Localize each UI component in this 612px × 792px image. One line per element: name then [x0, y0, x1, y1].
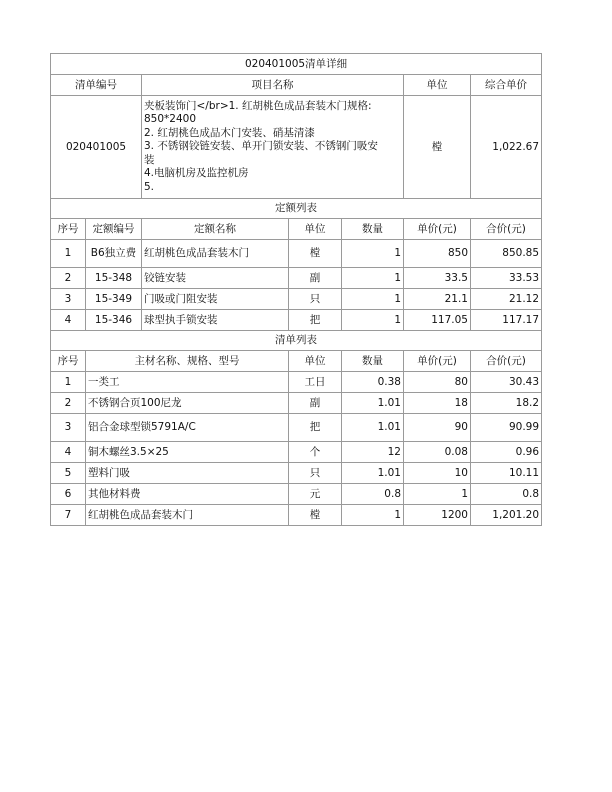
- cell-name: 一类工: [86, 372, 289, 393]
- cell-unit: 把: [289, 414, 342, 442]
- cell-name: 红胡桃色成品套装木门: [86, 505, 289, 526]
- material-header-name: 主材名称、规格、型号: [86, 351, 289, 372]
- cell-name: 铝合金球型锁5791A/C: [86, 414, 289, 442]
- header-item-name: 项目名称: [142, 75, 404, 96]
- cell-total: 0.8: [471, 484, 542, 505]
- material-header-unit: 单位: [289, 351, 342, 372]
- quota-header-price: 单价(元): [404, 219, 471, 240]
- cell-qty: 1.01: [342, 393, 404, 414]
- cell-name: 铜木螺丝3.5×25: [86, 442, 289, 463]
- cell-name: 门吸或门阻安装: [142, 289, 289, 310]
- material-header-no: 序号: [51, 351, 86, 372]
- description-line: 4.电脑机房及监控机房: [144, 167, 249, 180]
- table-row: [51, 268, 542, 289]
- cell-no: 3: [51, 289, 86, 310]
- bill-code-value: 020401005: [51, 96, 142, 199]
- quota-header-name: 定额名称: [142, 219, 289, 240]
- cell-no: 1: [51, 240, 86, 268]
- cell-price: 10: [404, 463, 471, 484]
- header-bill-code: 清单编号: [51, 75, 142, 96]
- quota-header-unit: 单位: [289, 219, 342, 240]
- cell-unit: 只: [289, 463, 342, 484]
- cell-total: 21.12: [471, 289, 542, 310]
- item-description: [142, 96, 404, 199]
- cell-no: 2: [51, 393, 86, 414]
- cell-unit: 把: [289, 310, 342, 331]
- description-line: 2. 红胡桃色成品木门安装、硝基清漆: [144, 126, 315, 139]
- table-row: [51, 372, 542, 393]
- cell-no: 3: [51, 414, 86, 442]
- cell-price: 1: [404, 484, 471, 505]
- cell-no: 7: [51, 505, 86, 526]
- cell-no: 1: [51, 372, 86, 393]
- cell-unit: 副: [289, 268, 342, 289]
- cell-total: 850.85: [471, 240, 542, 268]
- cell-total: 90.99: [471, 414, 542, 442]
- cell-price: 21.1: [404, 289, 471, 310]
- table-row: [51, 310, 542, 331]
- material-header-price: 单价(元): [404, 351, 471, 372]
- cell-qty: 1: [342, 289, 404, 310]
- cell-unit: 只: [289, 289, 342, 310]
- table-row: [51, 414, 542, 442]
- description-line: 3. 不锈钢铰链安装、单开门锁安装、不锈钢门吸安: [144, 140, 378, 153]
- cell-unit: 个: [289, 442, 342, 463]
- header-unit: 单位: [404, 75, 471, 96]
- cell-unit: 樘: [289, 240, 342, 268]
- cell-name: 塑料门吸: [86, 463, 289, 484]
- description-line: 850*2400: [144, 113, 197, 126]
- cell-price: 80: [404, 372, 471, 393]
- cell-no: 6: [51, 484, 86, 505]
- quota-header-no: 序号: [51, 219, 86, 240]
- cell-no: 4: [51, 310, 86, 331]
- cell-name: 不锈钢合页100尼龙: [86, 393, 289, 414]
- quota-header-qty: 数量: [342, 219, 404, 240]
- table-row: [51, 463, 542, 484]
- cell-price: 850: [404, 240, 471, 268]
- cell-total: 117.17: [471, 310, 542, 331]
- description-line: 夹板装饰门</br>1. 红胡桃色成品套装木门规格:: [144, 99, 372, 112]
- cell-qty: 1.01: [342, 463, 404, 484]
- cell-total: 30.43: [471, 372, 542, 393]
- table-row: [51, 393, 542, 414]
- table-row: [51, 505, 542, 526]
- cell-total: 0.96: [471, 442, 542, 463]
- cell-no: 2: [51, 268, 86, 289]
- material-header-qty: 数量: [342, 351, 404, 372]
- description-line: 5.: [144, 180, 155, 193]
- cell-name: 铰链安装: [142, 268, 289, 289]
- cell-price: 90: [404, 414, 471, 442]
- cell-no: 5: [51, 463, 86, 484]
- cell-total: 10.11: [471, 463, 542, 484]
- cell-price: 18: [404, 393, 471, 414]
- cell-unit: 樘: [289, 505, 342, 526]
- cell-qty: 1: [342, 240, 404, 268]
- table-row: [51, 442, 542, 463]
- table-title: 020401005清单详细: [51, 54, 542, 75]
- cell-qty: 1.01: [342, 414, 404, 442]
- cell-code: 15-348: [86, 268, 142, 289]
- cell-qty: 1: [342, 310, 404, 331]
- table-row: [51, 484, 542, 505]
- cell-qty: 0.38: [342, 372, 404, 393]
- cell-unit: 元: [289, 484, 342, 505]
- cell-price: 33.5: [404, 268, 471, 289]
- cell-price: 0.08: [404, 442, 471, 463]
- item-unit-price: 1,022.67: [471, 96, 542, 199]
- cell-unit: 工日: [289, 372, 342, 393]
- cell-code: 15-349: [86, 289, 142, 310]
- material-section-title: 清单列表: [51, 331, 542, 351]
- cell-total: 1,201.20: [471, 505, 542, 526]
- quota-header-code: 定额编号: [86, 219, 142, 240]
- cell-unit: 副: [289, 393, 342, 414]
- cell-price: 117.05: [404, 310, 471, 331]
- cell-qty: 12: [342, 442, 404, 463]
- header-unit-price: 综合单价: [471, 75, 542, 96]
- cell-qty: 0.8: [342, 484, 404, 505]
- cell-name: 红胡桃色成品套装木门: [142, 240, 289, 268]
- cell-code: B6独立费: [86, 240, 142, 268]
- cell-total: 33.53: [471, 268, 542, 289]
- table-row: [51, 289, 542, 310]
- cell-no: 4: [51, 442, 86, 463]
- quota-section-title: 定额列表: [51, 199, 542, 219]
- cell-total: 18.2: [471, 393, 542, 414]
- description-line: 装: [144, 153, 155, 166]
- quota-header-total: 合价(元): [471, 219, 542, 240]
- cell-price: 1200: [404, 505, 471, 526]
- cell-qty: 1: [342, 268, 404, 289]
- item-unit: 樘: [404, 96, 471, 199]
- material-header-total: 合价(元): [471, 351, 542, 372]
- bill-detail-table: [50, 53, 542, 526]
- table-row: [51, 240, 542, 268]
- cell-name: 球型执手锁安装: [142, 310, 289, 331]
- cell-qty: 1: [342, 505, 404, 526]
- cell-name: 其他材料费: [86, 484, 289, 505]
- cell-code: 15-346: [86, 310, 142, 331]
